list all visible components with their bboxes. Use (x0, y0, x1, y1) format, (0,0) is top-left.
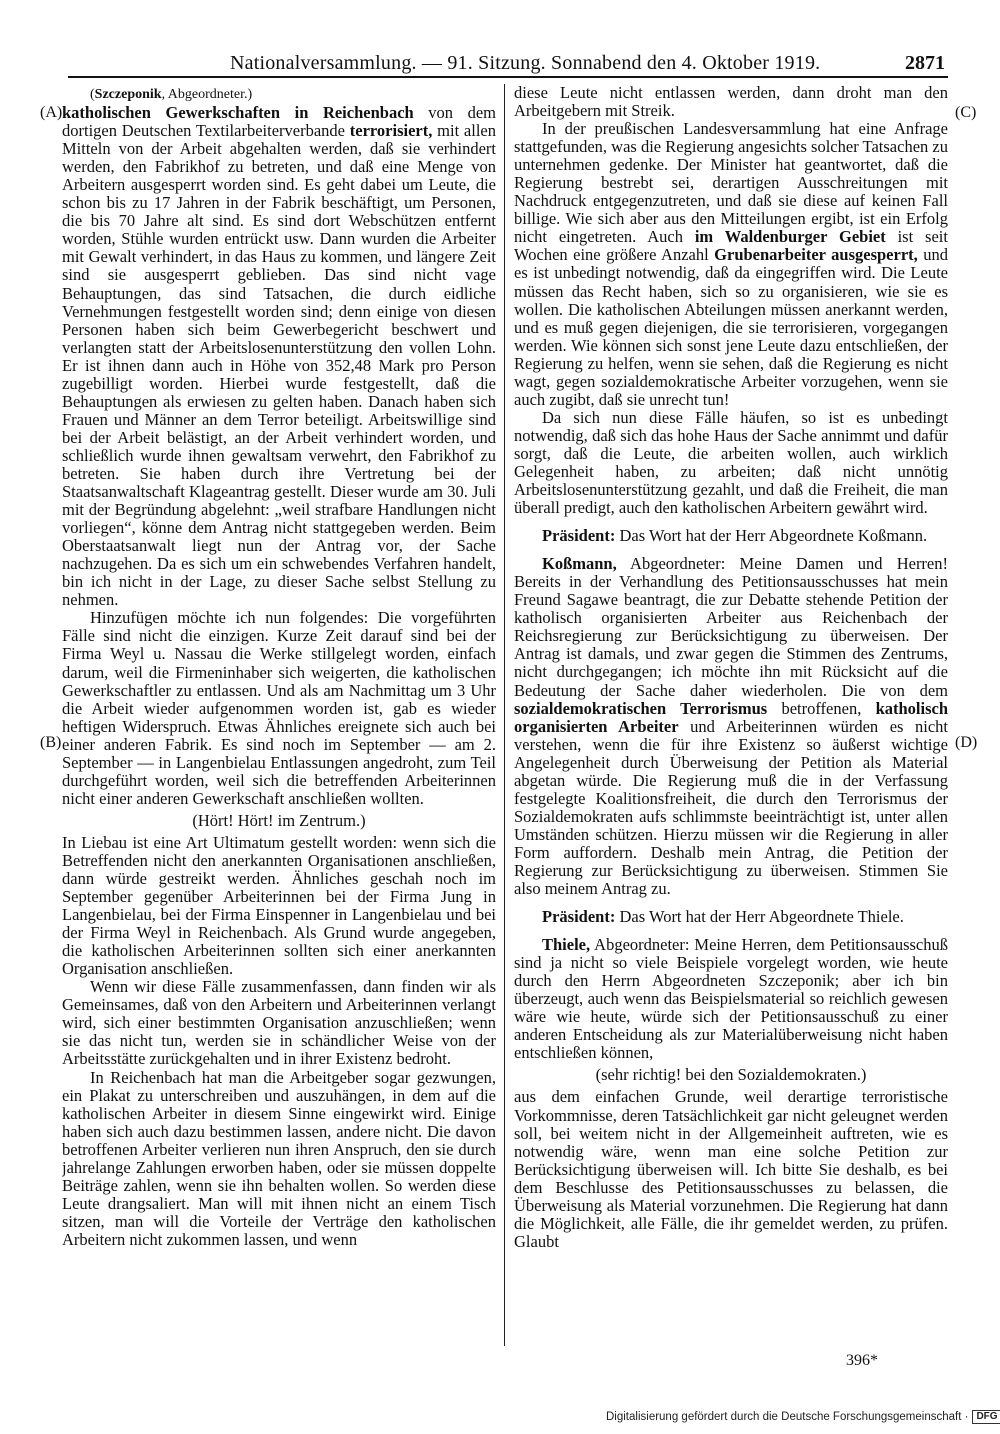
paragraph: In der preußischen Landesversammlung hat eine Anfrage stattgefunden, was die Regierung angesichts solcher Tatsachen zu unternehmen gedenke. Der Minister hat geantwortet, daß die Regierung bestrebt sei, derartigen Ausschreitungen mit Nachdruck entgegenzutreten, und daß sie diese auf keinen Fall billige. Wie sich aber aus den Mitteilungen ergibt, ist ein Erfolg nicht eingetreten. Auch im Waldenburger Gebiet ist seit Wochen eine größere Anzahl Grubenarbeiter ausgesperrt, und es ist unbedingt notwendig, daß da eingegriffen wird. Die Leute müssen das Recht haben, sich so zu organisieren, wie sie es wollen. Die katholischen Abteilungen müssen anerkannt werden, und es muß gegen diejenigen, die sie terrorisieren, vorgegangen werden. Wie können sich sonst jene Leute dazu entschließen, der Regierung zu helfen, wenn sie sehen, daß die Regierung es nicht wagt, gegen sozialdemokratische Arbeiter vorzugehen, wenn sie auch zugibt, daß sie unrecht tun! (514, 119, 948, 409)
paragraph: Wenn wir diese Fälle zusammenfassen, dann finden wir als Gemeinsames, daß von den Arbeitern und Arbeiterinnen verlangt wird, sich einer bestimmten Organisation anzuschließen; wenn sie das nicht tun, werden sie in schändlicher Weise von der Arbeitsstätte zurückgehalten und in ihrer Existenz bedroht. (62, 977, 496, 1069)
speaker-name: Präsident: (542, 526, 616, 546)
president-statement: Präsident: Das Wort hat der Herr Abgeordnete Koßmann. (542, 526, 928, 546)
paragraph: Hinzufügen möchte ich nun folgendes: Die vorgeführten Fälle sind nicht die einzigen. Kurze Zeit darauf sind bei der Firma Weyl u. Nassau die Werke stillgelegt worden, einfach darum, weil die Firmeninhaber sich weigerten, die katholischen Gewerkschaftler zu entlassen. Und als am Nachmittag um 3 Uhr die Arbeit wieder aufgenommen worden ist, gab es wieder heftigen Widerspruch. Etwas Ähnliches ereignete sich auch bei einer anderen Fabrik. Es sind noch im September — am 2. September — in Langenbielau Entlassungen angedroht, zum Teil durchgeführt worden, weil sich die betreffenden Arbeiterinnen nicht einer anderen Gewerkschaft anschließen wollten. (62, 608, 496, 808)
column-divider (504, 84, 505, 1346)
paragraph: diese Leute nicht entlassen werden, dann droht man den Arbeitgebern mit Streik. (514, 84, 948, 121)
paragraph: aus dem einfachen Grunde, weil derartige terroristische Vorkommnisse, deren Tatsächlichkeit gar nicht geleugnet werden soll, bei weitem nicht in der Allgemeinheit auftreten, wie es notwendig wäre, wenn man eine solche Petition zur Berücksichtigung überweisen will. Ich bitte Sie deshalb, es bei dem Beschlusse des Petitionsausschusses zu belassen, die Überweisung als Material vorzunehmen. Die Regierung hat dann die Möglichkeit, alle Fälle, die ihr gemeldet werden, zu prüfen. Glaubt (514, 1087, 948, 1251)
speaker-name: Präsident: (542, 907, 616, 927)
speaker-continuation: (Szczeponik, Abgeordneter.) (90, 87, 253, 102)
speaker-name: Szczeponik (94, 87, 162, 102)
speech: Koßmann, Abgeordneter: Meine Damen und Herren! Bereits in der Verhandlung des Petitionsausschusses hat mein Freund Sagawe beantragt, die zur Debatte stehende Petition der katholisch organisierten Arbeiter aus Reichenbach der Reichsregierung zur Berücksichtigung zu überweisen. Der Antrag ist damals, und zwar gegen die Stimmen des Zentrums, nicht durchgegangen; ich möchte ihn mit Rücksicht auf die Bedeutung der Sache daher wiederholen. Die von dem sozialdemokratischen Terrorismus betroffenen, katholisch organisierten Arbeiter und Arbeiterinnen würden es nicht verstehen, wenn die für ihre Existenz so äußerst wichtige Angelegenheit durch Überweisung der Petition als Material abgetan würde. Die Regierung muß die in der Verfassung festgelegte Koalitionsfreiheit, die durch den Terrorismus der Sozialdemokraten aufs schlimmste beeinträchtigt ist, unter allen Umständen schützen. Hierzu müssen wir die Regierung in aller Form auffordern. Deshalb mein Antrag, die Petition der Regierung zur Berücksichtigung zu überweisen. Stimmen Sie also meinem Antrag zu. (514, 554, 948, 899)
speaker-name: Thiele, (542, 935, 591, 955)
paragraph: katholischen Gewerkschaften in Reichenbach von dem dortigen Deutschen Textilarbeiterverbande terrorisiert, mit allen Mitteln von der Arbeit abgehalten werden, daß sie verhindert werden, den Fabrikhof zu betreten, und daß eine Menge von Arbeitern ausgesperrt worden sind. Es geht dabei um Leute, die schon bis zu 17 Jahren in der Fabrik beschäftigt, um Personen, die bis 70 Jahre alt sind. Es sind dort Webschützen entfernt worden, Stühle wurden entrückt usw. Dann wurden die Arbeiter mit Gewalt verhindert, in das Haus zu kommen, und längere Zeit sind sie ausgesperrt geblieben. Das sind nicht vage Behauptungen, das sind Tatsachen, die durch eidliche Vernehmungen festgestellt worden sind; denn einige von diesen Personen haben sich beim Gewerbegericht beschwert und verlangten statt der Arbeitslosenunterstützung den vollen Lohn. Er ist ihnen dann auch in Höhe von 352,48 Mark pro Person zugebilligt worden. Hierbei wurde festgestellt, daß die Behauptungen als erwiesen zu gelten haben. Danach haben sich Frauen und Männer an dem Terror beteiligt. Arbeitswillige sind bei der Arbeit belästigt, an der Arbeit verhindert worden, und schließlich wurde ihnen gewaltsam verwehrt, den Fabrikhof zu betreten. Sie haben durch ihre Vertretung bei der Staatsanwaltschaft Klageantrag gestellt. Dieser wurde am 30. Juli mit der Begründung abgelehnt: „weil strafbare Handlungen nicht vorliegen“, könne dem Antrag nicht stattgegeben werden. Beim Oberstaatsanwalt liegt nun der Antrag vor, der Sache nachzugehen. Da es sich um ein schwebendes Verfahren handelt, bin ich nicht in der Lage, zu dieser Sache selbst Stellung zu nehmen. (62, 103, 496, 610)
margin-marker-a: (A) (40, 104, 63, 121)
margin-marker-d: (D) (955, 734, 978, 751)
header-rule (68, 76, 948, 78)
speech: Thiele, Abgeordneter: Meine Herren, dem Petitionsausschuß sind ja nicht so viele Beispiele vorgelegt worden, wie heute durch den Herrn Abgeordneten Szczeponik; aber ich bin überzeugt, auch wenn das Beispielsmaterial so reichlich gewesen wäre wie heute, würde sich der Petitionsausschuß zu einer anderen Entscheidung als zur Materialüberweisung nicht haben entschließen können, (514, 935, 948, 1063)
paragraph: In Liebau ist eine Art Ultimatum gestellt worden: wenn sich die Betreffenden nicht den anerkannten Organisationen anschließen, dann würde gestreikt werden. Ähnliches geschah noch im September gegenüber Arbeiterinnen bei der Firma Jung in Langenbielau, bei der Firma Einspenner in Langenbielau und bei der Firma Weyl in Reichenbach. Als Grund wurde angegeben, die katholischen Arbeiterinnen sollten sich einer anerkannten Organisation anschließen. (62, 832, 496, 979)
paragraph: In Reichenbach hat man die Arbeitgeber sogar gezwungen, ein Plakat zu unterschreiben und auszuhängen, in dem auf die katholischen Arbeiter in diesem Sinne eingewirkt wird. Einige haben sich auch dazu bestimmen lassen, andere nicht. Die davon betroffenen Arbeiter verlieren nun ihren Anspruch, den sie durch jahrelange Zahlungen erworben haben, oder sie müssen doppelte Beiträge zahlen, wenn sie ihn behalten wollen. So werden diese Leute drangsaliert. Man will mit ihnen nicht an einem Tisch sitzen, man will die Vorteile der Verträge den katholischen Arbeitern nicht zukommen lassen, und wenn (62, 1067, 496, 1249)
left-column (62, 84, 496, 1344)
interjection: (Hört! Hört! im Zentrum.) (192, 810, 366, 830)
page-number: 2871 (905, 52, 945, 74)
header-title: Nationalversammlung. — 91. Sitzung. Sonnabend den 4. Oktober 1919. (230, 52, 821, 74)
speaker-name: Koßmann, (542, 554, 617, 574)
sheet-number: 396* (846, 1352, 878, 1369)
digitization-credit: Digitalisierung gefördert durch die Deutsche Forschungsgemeinschaft · DFG (606, 1410, 986, 1426)
president-statement: Präsident: Das Wort hat der Herr Abgeordnete Thiele. (542, 907, 904, 927)
margin-marker-c: (C) (955, 104, 977, 121)
margin-marker-b: (B) (40, 734, 62, 751)
dfg-logo: DFG (972, 1410, 1000, 1424)
page-header (70, 50, 945, 78)
interjection: (sehr richtig! bei den Sozialdemokraten.) (595, 1065, 867, 1085)
right-column (514, 84, 948, 1344)
paragraph: Da sich nun diese Fälle häufen, so ist es unbedingt notwendig, daß sich das hohe Haus der Sache annimmt und dafür sorgt, daß die Leute, die arbeiten wollen, auch wirklich Gelegenheit haben, zu arbeiten; daß nicht unnötig Arbeitslosenunterstützung gezahlt, und daß die Freiheit, die man überall predigt, auch den katholischen Arbeitern gewährt wird. (514, 407, 948, 518)
